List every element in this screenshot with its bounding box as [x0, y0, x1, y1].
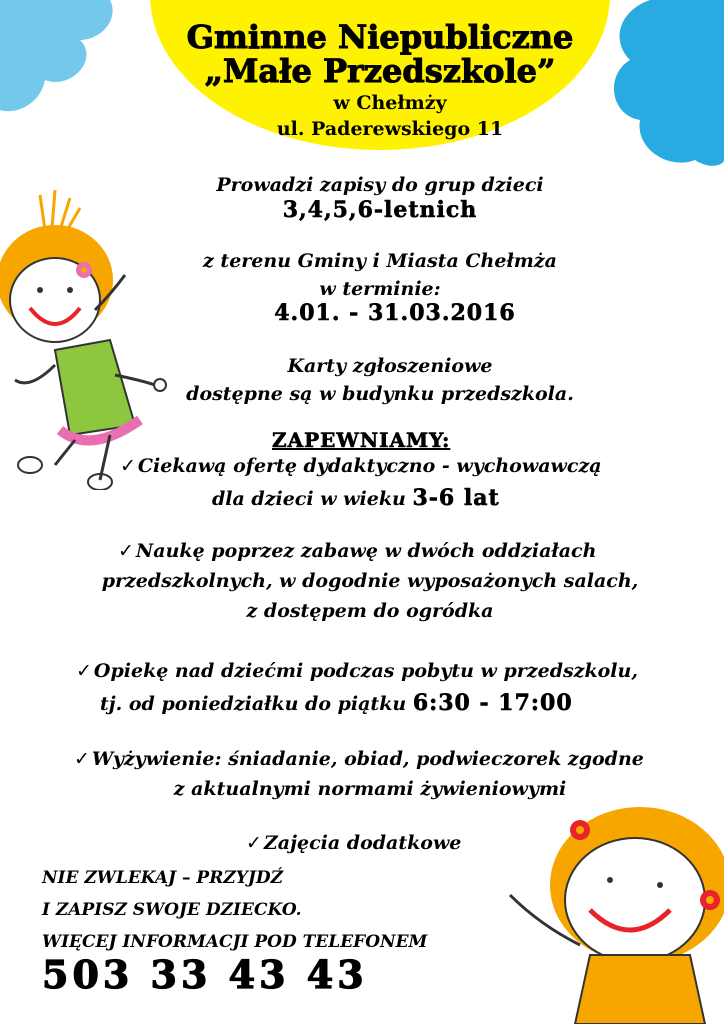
guarantee-item-1-age: 3-6 lat [412, 485, 500, 511]
guarantees-heading: ZAPEWNIAMY: [272, 428, 451, 452]
guarantee-item-3-line2: tj. od poniedziałku do piątku [100, 693, 407, 715]
enrollment-intro: Prowadzi zapisy do grup dzieci [216, 174, 544, 196]
forms-line1: Karty zgłoszeniowe [287, 355, 493, 377]
guarantee-item-3-hours: 6:30 - 17:00 [412, 690, 573, 716]
guarantee-item-1-line2-row [212, 485, 500, 511]
guarantee-item-5-text: Zajęcia dodatkowe [263, 832, 462, 854]
header-city: w Chełmży [333, 92, 447, 114]
forms-line2: dostępne są w budynku przedszkola. [186, 383, 574, 405]
check-icon: ✓ [246, 832, 262, 854]
check-icon: ✓ [74, 748, 90, 770]
guarantee-item-1-line1: Ciekawą ofertę dydaktyczno - wychowawczą [137, 455, 602, 477]
cta-line2: I ZAPISZ SWOJE DZIECKO. [42, 900, 302, 920]
guarantee-item-4 [74, 748, 644, 770]
guarantee-item-2 [118, 540, 596, 562]
enrollment-ages: 3,4,5,6-letnich [282, 197, 478, 223]
check-icon: ✓ [118, 540, 134, 562]
header-address: ul. Paderewskiego 11 [276, 118, 504, 140]
guarantee-item-3-line2-row [100, 690, 573, 716]
check-icon: ✓ [76, 660, 92, 682]
header-title-line1: Gminne Niepubliczne [186, 18, 574, 56]
guarantee-item-2-line2: przedszkolnych, w dogodnie wyposażonych salach, [101, 570, 639, 592]
header-title-line2: „Małe Przedszkole” [204, 52, 556, 90]
enrollment-term-label: w terminie: [319, 278, 441, 300]
guarantee-item-1-line2: dla dzieci w wieku [212, 488, 406, 510]
left-cloud [0, 0, 130, 120]
girl-right-illustration [470, 805, 724, 1024]
girl-left-illustration [0, 190, 190, 490]
guarantee-item-1 [120, 455, 602, 477]
guarantee-item-2-line3: z dostępem do ogródka [246, 600, 494, 622]
guarantee-item-4-line1: Wyżywienie: śniadanie, obiad, podwieczorek zgodne [91, 748, 644, 770]
call-to-action [42, 862, 427, 958]
check-icon: ✓ [120, 455, 136, 477]
phone-number: 503 33 43 43 [42, 952, 368, 997]
cta-line3: WIĘCEJ INFORMACJI POD TELEFONEM [42, 932, 428, 952]
cta-line1: NIE ZWLEKAJ – PRZYJDŹ [42, 868, 284, 888]
guarantee-item-3-line1: Opiekę nad dziećmi podczas pobytu w przedszkolu, [93, 660, 638, 682]
guarantee-item-3 [76, 660, 638, 682]
guarantee-item-5 [246, 832, 461, 854]
guarantee-item-2-line1: Naukę poprzez zabawę w dwóch oddziałach [135, 540, 597, 562]
right-cloud [600, 0, 724, 170]
enrollment-dates: 4.01. - 31.03.2016 [274, 300, 516, 326]
guarantee-item-4-line2: z aktualnymi normami żywieniowymi [173, 778, 567, 800]
enrollment-area: z terenu Gminy i Miasta Chełmża [203, 250, 557, 272]
